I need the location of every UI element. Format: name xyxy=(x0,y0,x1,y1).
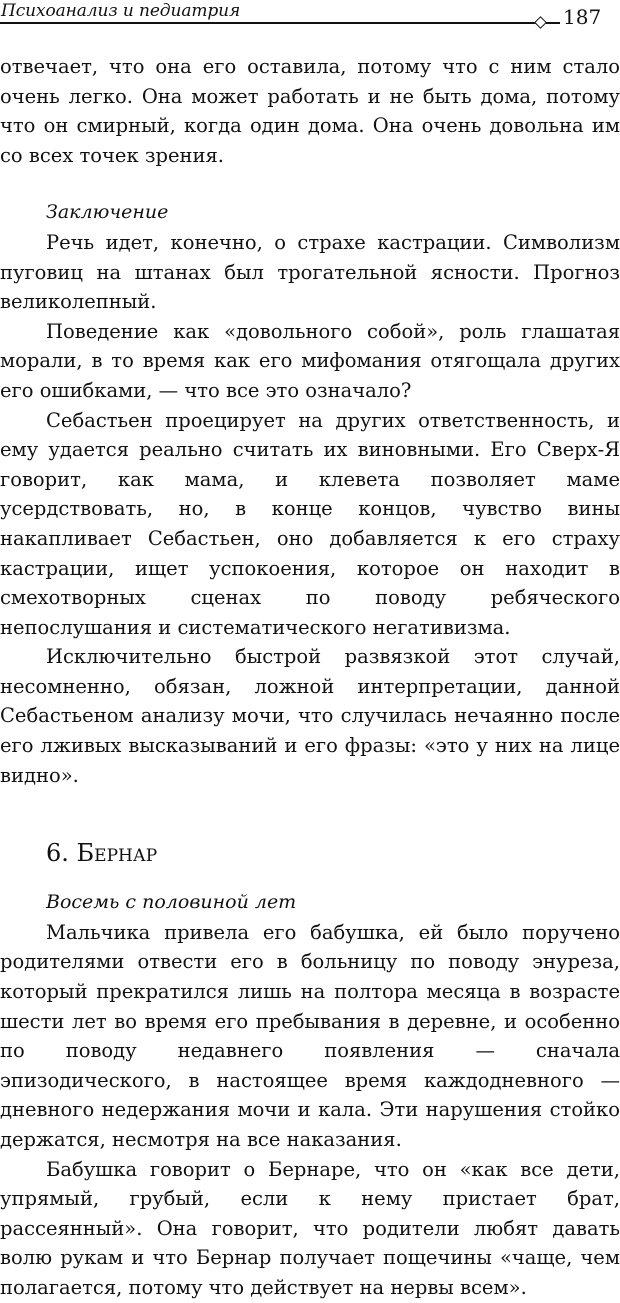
conclusion-paragraph: Речь идет, конечно, о страхе кастрации. Символизм пуговиц на штанах был трогательной ясности. Прогноз великолепный. xyxy=(0,230,620,314)
page-body xyxy=(0,52,620,1303)
spacer xyxy=(0,170,620,198)
opening-paragraph: отвечает, что она его оставила, потому что с ним стало очень легко. Она может работать и не быть дома, потому что он смирный, когда один дома. Она очень довольна им со всех точек зрения. xyxy=(0,55,620,167)
page-number: 187 xyxy=(563,5,602,29)
conclusion-paragraph: Себастьен проецирует на других ответственность, и ему удается реально считать их виновными. Его Сверх-Я говорит, как мама, и клевета позволяет маме усердствовать, но, в конце концов, чувство вины накапливает Себастьен, оно добавляется к его страху кастрации, ищет успокоения, которое он находит в смехотворных сценах по поводу ребяческого непослушания и систематического негативизма. xyxy=(0,408,620,639)
diamond-ornament-icon xyxy=(534,16,547,29)
section-subheading: Восемь с половиной лет xyxy=(46,891,297,914)
conclusion-paragraph: Поведение как «довольного собой», роль глашатая морали, в то время как его мифомания отягощала других его ошибками, — что все это означало? xyxy=(0,319,620,402)
header-rule-tail xyxy=(546,22,560,24)
conclusion-heading: Заключение xyxy=(46,201,169,224)
section-title: 6. Бернар xyxy=(46,839,158,868)
running-title: Психоанализ и педиатрия xyxy=(1,1,241,21)
section-paragraph: Бабушка говорит о Бернаре, что он «как все дети, упрямый, грубый, если к нему пристает брат, рассеянный». Она говорит, что родители любят давать волю рукам и что Бернар получает пощечины «чаще, чем полагается, потому что действует на нервы всем». xyxy=(0,1157,620,1299)
header-rule xyxy=(0,22,540,24)
section-paragraph: Мальчика привела его бабушка, ей было поручено родителями отвести его в больницу по поводу энуреза, который прекратился лишь на полтора месяца в возрасте шести лет во время его пребывания в деревне, и особенно по поводу недавнего появления — сначала эпизодического, в настоящее время каждодневного — дневного недержания мочи и кала. Эти нарушения стойко держатся, несмотря на все наказания. xyxy=(0,920,620,1151)
page-header xyxy=(0,0,620,44)
spacer xyxy=(0,790,620,838)
conclusion-paragraph: Исключительно быстрой развязкой этот случай, несомненно, обязан, ложной интерпретации, данной Себастьеном анализу мочи, что случилась нечаянно после его лживых высказываний и его фразы: «это у них на лице видно». xyxy=(0,645,620,787)
